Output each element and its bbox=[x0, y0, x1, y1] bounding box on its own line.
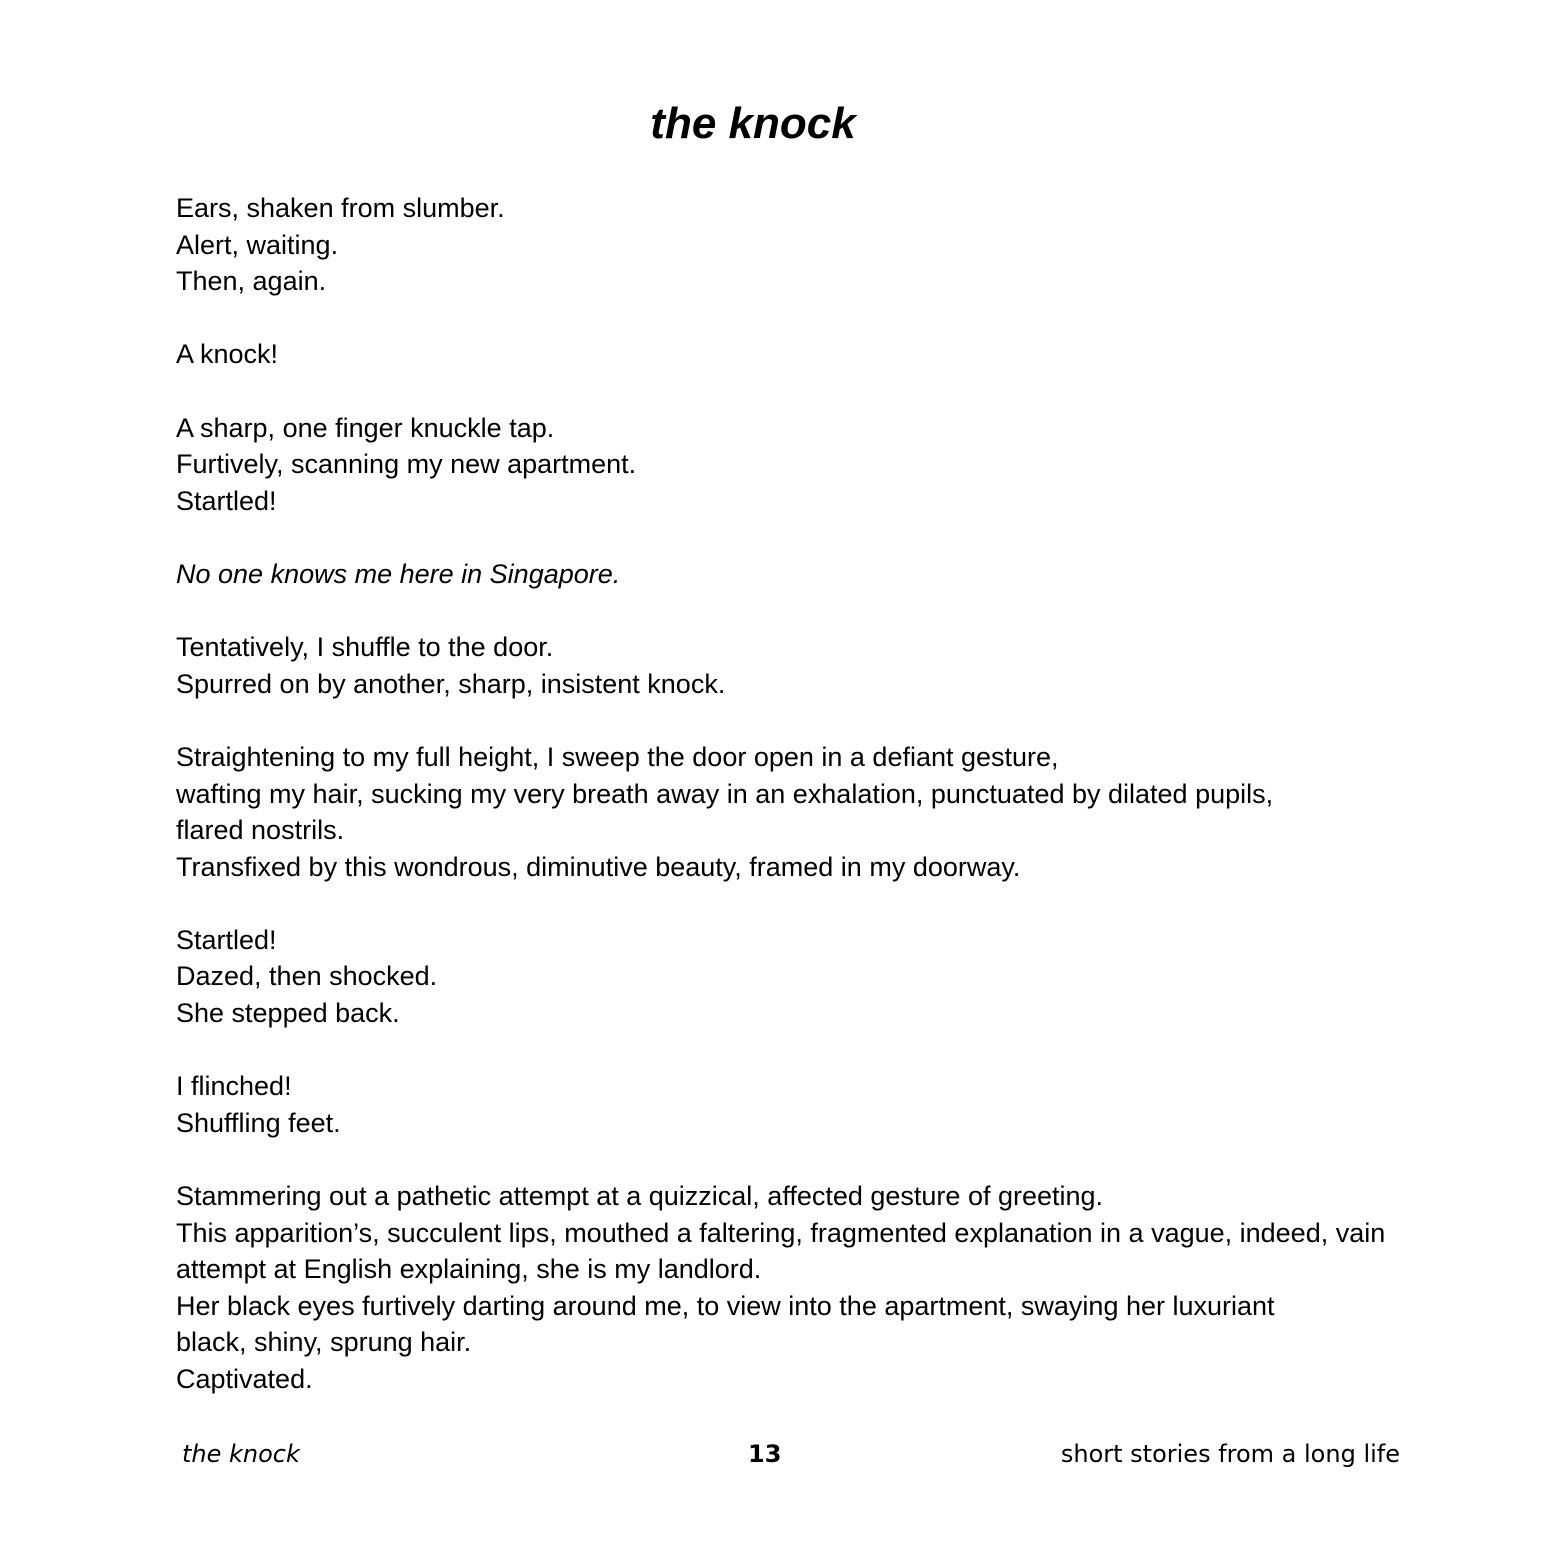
story-line: Her black eyes furtively darting around me, to view into the apartment, swaying her luxuriant black, shiny, sprung hair. bbox=[176, 1290, 1275, 1358]
page-number: 13 bbox=[748, 1440, 782, 1468]
story-title: the knock bbox=[650, 99, 856, 148]
stanza-3 bbox=[176, 410, 1396, 520]
stanza-8 bbox=[176, 1068, 1396, 1141]
story-line: wafting my hair, sucking my very breath away in an exhalation, punctuated by dilated pupils, flared nostrils. bbox=[176, 778, 1274, 846]
story-line: A knock! bbox=[176, 339, 279, 370]
footer-chapter-title: the knock bbox=[182, 1440, 300, 1468]
story-line: Dazed, then shocked. bbox=[176, 961, 438, 992]
story-line: Ears, shaken from slumber. bbox=[176, 193, 505, 223]
story-line: Shuffling feet. bbox=[176, 1107, 341, 1138]
story-line-italic: No one knows me here in Singapore. bbox=[176, 558, 621, 589]
story-line: Tentatively, I shuffle to the door. bbox=[176, 632, 554, 663]
stanza-9 bbox=[176, 1178, 1396, 1398]
story-line: Stammering out a pathetic attempt at a quizzical, affected gesture of greeting. bbox=[176, 1181, 1104, 1212]
story-line: Startled! bbox=[176, 485, 277, 516]
story-line: Then, again. bbox=[176, 266, 327, 297]
story-line: Startled! bbox=[176, 924, 277, 955]
footer-book-title: short stories from a long life bbox=[1060, 1440, 1400, 1468]
story-line: I flinched! bbox=[176, 1071, 292, 1102]
stanza-4 bbox=[176, 556, 1396, 593]
stanza-1 bbox=[176, 190, 1396, 300]
story-line: She stepped back. bbox=[176, 998, 400, 1029]
story-line: Furtively, scanning my new apartment. bbox=[176, 449, 637, 480]
story-line: A sharp, one finger knuckle tap. bbox=[176, 412, 555, 443]
story-line: Captivated. bbox=[176, 1364, 313, 1394]
story-body bbox=[176, 190, 1396, 1434]
page-footer bbox=[0, 1436, 1557, 1476]
story-line: Spurred on by another, sharp, insistent knock. bbox=[176, 668, 726, 699]
story-line: Straightening to my full height, I sweep the door open in a defiant gesture, bbox=[176, 741, 1059, 772]
stanza-6 bbox=[176, 739, 1396, 885]
story-line: Transfixed by this wondrous, diminutive beauty, framed in my doorway. bbox=[176, 851, 1021, 882]
stanza-2 bbox=[176, 336, 1396, 373]
stanza-5 bbox=[176, 629, 1396, 702]
story-line: This apparition’s, succulent lips, mouthed a faltering, fragmented explanation in a vague, indeed, vain attempt at English explaining, she is my landlord. bbox=[176, 1217, 1386, 1285]
story-line: Alert, waiting. bbox=[176, 229, 339, 260]
stanza-7 bbox=[176, 922, 1396, 1032]
